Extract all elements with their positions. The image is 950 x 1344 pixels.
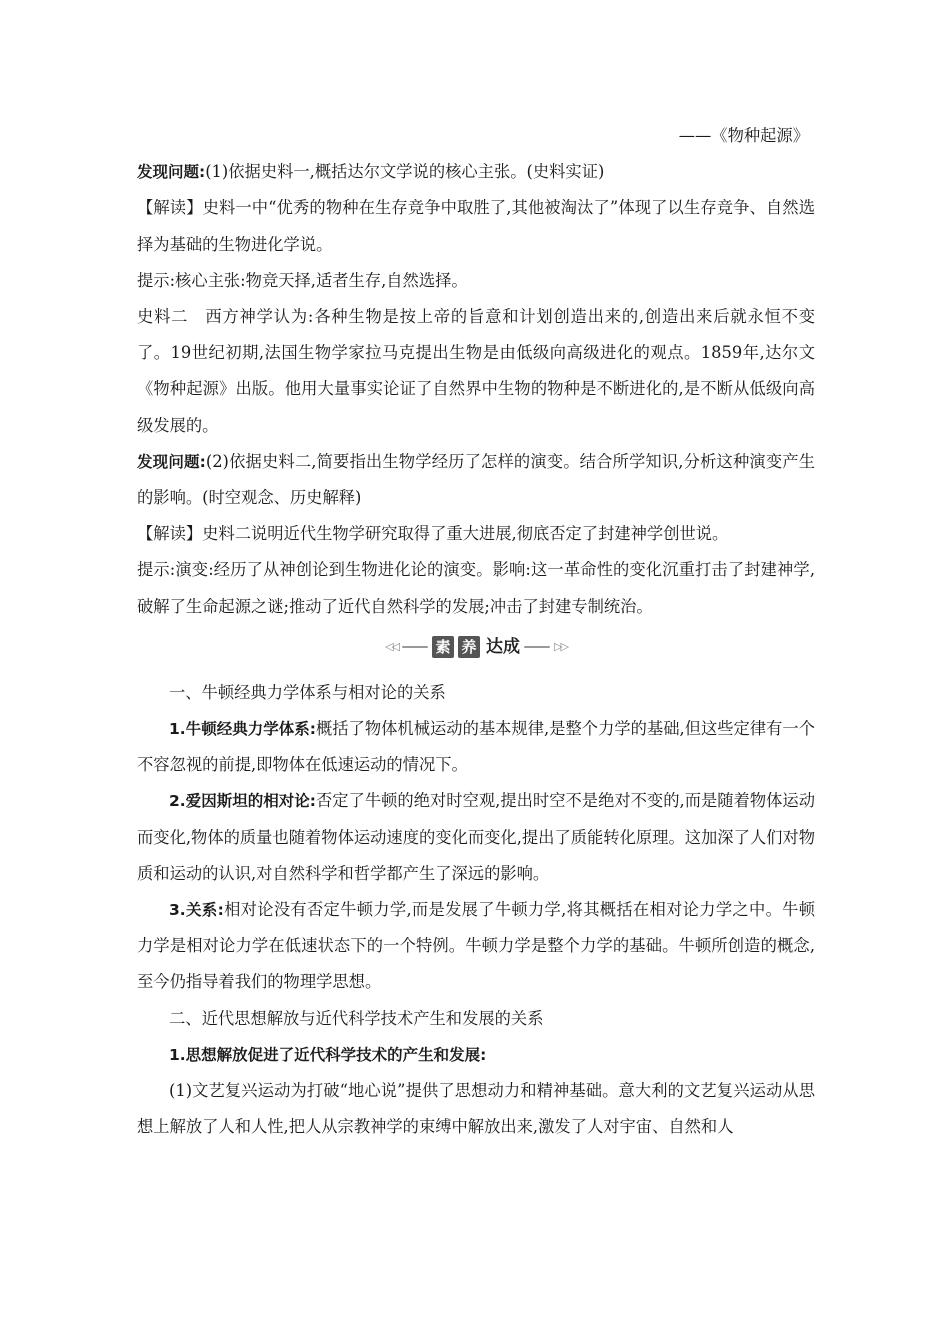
reading-1-label: 【解读】 (137, 198, 203, 218)
left-divider (402, 646, 428, 648)
question-2-label: 发现问题: (137, 452, 206, 471)
section-1-item-1 (137, 711, 815, 783)
question-2 (137, 444, 815, 516)
question-1-text: (1)依据史料一,概括达尔文学说的核心主张。(史料实证) (205, 162, 605, 182)
question-2-hint: 提示:演变:经历了从神创论到生物进化论的演变。影响:这一革命性的变化沉重打击了封建神学,破解了生命起源之谜;推动了近代自然科学的发展;冲击了封建专制统治。 (137, 560, 815, 616)
item-1-text: 概括了物体机械运动的基本规律,是整个力学的基础,但这些定律有一个不容忽视的前提,即物体在低速运动的情况下。 (137, 719, 816, 775)
reading-2-label: 【解读】 (137, 524, 203, 544)
item-3-label: 3.关系: (169, 901, 224, 920)
banner-content (385, 629, 567, 665)
banner-tag-1: 素 (432, 636, 454, 658)
material-2: 史料二 西方神学认为:各种生物是按上帝的旨意和计划创造出来的,创造出来后就永恒不变了。19世纪初期,法国生物学家拉马克提出生物是由低级向高级进化的观点。1859年,达尔文《物种起源》出版。他用大量事实论证了自然界中生物的物种是不断进化的,是不断从低级向高级发展的。 (137, 307, 815, 435)
question-1-label: 发现问题: (137, 163, 206, 182)
right-chevron-icon: ▷▷ (554, 639, 567, 653)
source-citation: ——《物种起源》 (678, 126, 809, 145)
item-2-label: 2.爱因斯坦的相对论: (169, 792, 316, 811)
section-banner (137, 627, 815, 667)
section-2-paragraph: (1)文艺复兴运动为打破“地心说”提供了思想动力和精神基础。意大利的文艺复兴运动从思想上解放了人和人性,把人从宗教神学的束缚中解放出来,激发了人对宇宙、自然和人 (137, 1081, 815, 1137)
question-1-hint: 提示:核心主张:物竞天择,适者生存,自然选择。 (137, 270, 468, 290)
question-2-text: (2)依据史料二,简要指出生物学经历了怎样的演变。结合所学知识,分析这种演变产生的影响。(时空观念、历史解释) (137, 451, 815, 508)
right-divider (524, 646, 550, 648)
section-1-item-2 (137, 783, 815, 892)
section-2-subheading: 1.思想解放促进了近代科学技术的产生和发展: (169, 1045, 487, 1064)
item-3-text: 相对论没有否定牛顿力学,而是发展了牛顿力学,将其概括在相对论力学之中。牛顿力学是相对论力学在低速状态下的一个特例。牛顿力学是整个力学的基础。牛顿所创造的概念,至今仍指导着我们的物理学思想。 (137, 900, 816, 992)
question-1-reading (137, 190, 815, 262)
document-page (137, 118, 815, 1145)
section-1-item-3 (137, 892, 815, 1001)
banner-title: 达成 (486, 636, 520, 657)
section-2-heading: 二、近代思想解放与近代科学技术产生和发展的关系 (169, 1008, 544, 1028)
reading-1-text: 史料一中“优秀的物种在生存竞争中取胜了,其他被淘汰了”体现了以生存竞争、自然选择为基础的生物进化学说。 (137, 198, 815, 254)
reading-2-text: 史料二说明近代生物学研究取得了重大进展,彻底否定了封建神学创世说。 (202, 524, 729, 544)
banner-tag-2: 养 (458, 636, 480, 658)
section-1-heading: 一、牛顿经典力学体系与相对论的关系 (169, 682, 446, 702)
question-1 (137, 154, 815, 190)
question-2-reading (137, 516, 815, 552)
item-2-text: 否定了牛顿的绝对时空观,提出时空不是绝对不变的,而是随着物体运动而变化,物体的质量也随着物体运动速度的变化而变化,提出了质能转化原理。这加深了人们对物质和运动的认识,对自然科学和哲学都产生了深远的影响。 (137, 791, 816, 883)
left-chevron-icon: ◁◁ (385, 639, 398, 653)
item-1-label: 1.牛顿经典力学体系: (169, 720, 316, 739)
